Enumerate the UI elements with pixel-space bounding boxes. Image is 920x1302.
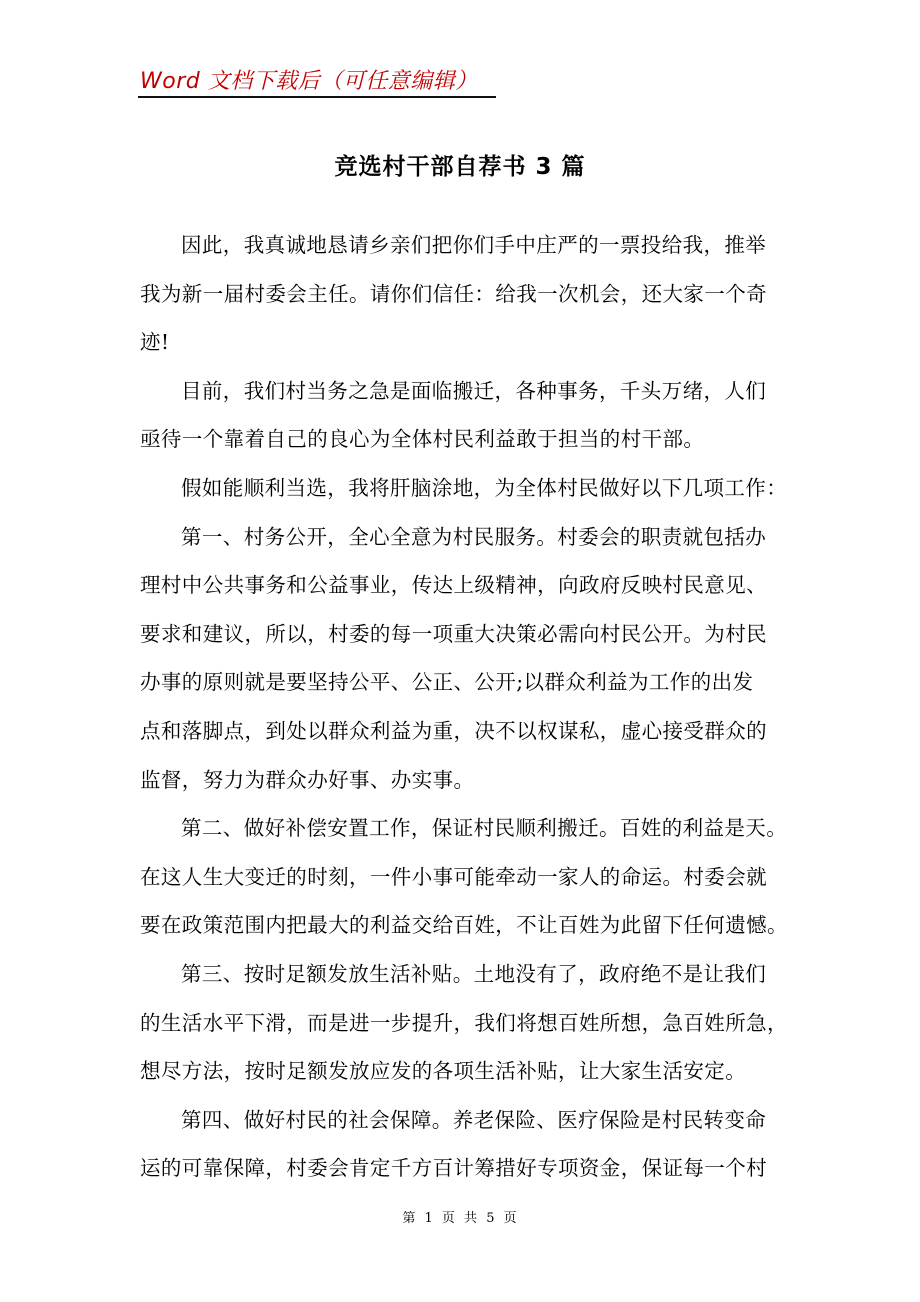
- text-line: 第三、按时足额发放生活补贴。土地没有了，政府绝不是让我们: [181, 961, 767, 986]
- text-line: 运的可靠保障，村委会肯定千方百计筹措好专项资金，保证每一个村: [140, 1156, 767, 1181]
- text-line: 在这人生大变迁的时刻，一件小事可能牵动一家人的命运。村委会就: [140, 864, 767, 889]
- text-line: 因此，我真诚地恳请乡亲们把你们手中庄严的一票投给我，推举: [181, 233, 767, 257]
- text-line: 点和落脚点，到处以群众利益为重，决不以权谋私，虚心接受群众的: [140, 718, 767, 743]
- text-line: 第一、村务公开，全心全意为村民服务。村委会的职责就包括办: [181, 524, 767, 549]
- text-line: 假如能顺利当选，我将肝脑涂地，为全体村民做好以下几项工作：: [181, 475, 788, 500]
- text-line: 我为新一届村委会主任。请你们信任：给我一次机会，还大家一个奇: [140, 281, 767, 306]
- download-banner: [138, 62, 496, 98]
- text-line: 目前，我们村当务之急是面临搬迁，各种事务，千头万绪，人们: [181, 378, 767, 403]
- text-line: 办事的原则就是要坚持公平、公正、公开;以群众利益为工作的出发: [140, 670, 754, 695]
- banner-text: Word 文档下载后（可任意编辑）: [140, 69, 478, 94]
- text-line: 第二、做好补偿安置工作，保证村民顺利搬迁。百姓的利益是天。: [181, 816, 788, 841]
- text-line: 第四、做好村民的社会保障。养老保险、医疗保险是村民转变命: [181, 1107, 767, 1132]
- document-title: 竞选村干部自荐书 3 篇: [334, 154, 586, 180]
- document-body: [140, 225, 804, 1197]
- text-line: 理村中公共事务和公益事业，传达上级精神，向政府反映村民意见、: [140, 573, 767, 598]
- text-line: 要在政策范围内把最大的利益交给百姓，不让百姓为此留下任何遗憾。: [140, 913, 788, 938]
- text-line: 迹!: [140, 330, 170, 355]
- text-line: 的生活水平下滑，而是进一步提升，我们将想百姓所想，急百姓所急，: [140, 1010, 788, 1035]
- text-line: 想尽方法，按时足额发放应发的各项生活补贴，让大家生活安定。: [140, 1059, 747, 1084]
- text-line: 亟待一个靠着自己的良心为全体村民利益敢于担当的村干部。: [140, 427, 705, 452]
- text-line: 监督，努力为群众办好事、办实事。: [140, 767, 475, 792]
- text-line: 要求和建议，所以，村委的每一项重大决策必需向村民公开。为村民: [140, 621, 767, 646]
- page-number-footer: 第 1 页 共 5 页: [402, 1211, 518, 1226]
